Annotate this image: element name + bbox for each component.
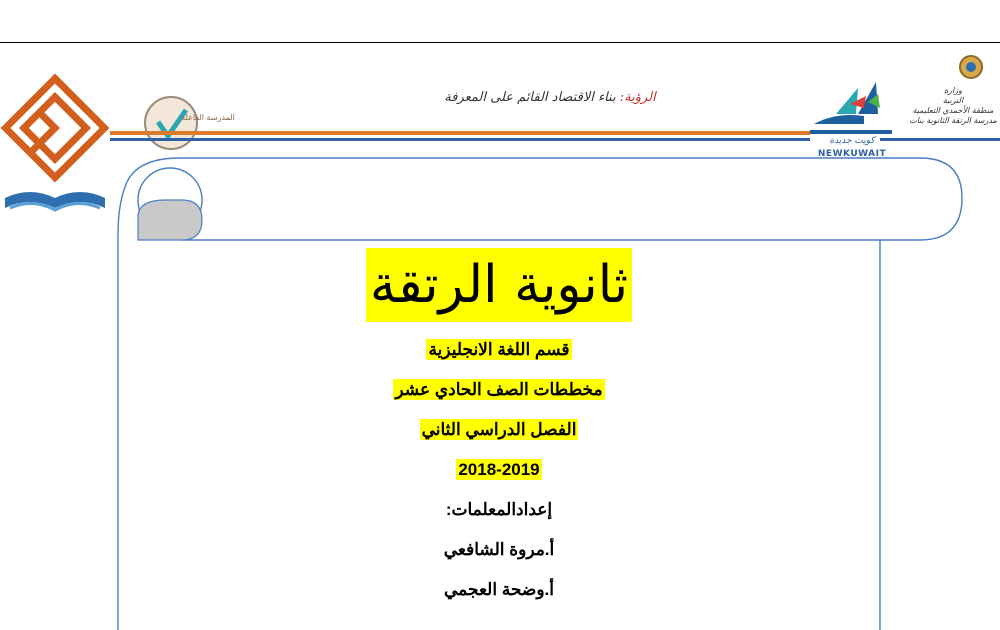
vision-label: الرؤية: xyxy=(619,90,656,105)
vision-statement xyxy=(400,90,700,105)
year-line: 2018-2019 xyxy=(458,460,540,479)
teacher-name: أ.وضحة العجمي xyxy=(444,580,554,599)
new-kuwait-label-en: NEWKUWAIT xyxy=(817,149,887,159)
smart-school-label: المدرسة الفاعلة xyxy=(181,113,235,122)
header-band-blue xyxy=(110,138,810,141)
ministry-line: وزارة xyxy=(943,86,962,95)
ministry-text xyxy=(906,86,1000,126)
ratqa-school-logo xyxy=(0,48,110,228)
plans-line: مخططات الصف الحادي عشر xyxy=(395,380,603,399)
header-band-blue-right xyxy=(880,138,1000,141)
ministry-line: مدرسة الرتقة الثانوية بنات xyxy=(909,116,997,125)
new-kuwait-label: كويت جديدة xyxy=(829,136,875,146)
ministry-line: منطقة الأحمدي التعليمية xyxy=(912,106,994,115)
teacher-name: أ.مروة الشافعي xyxy=(443,540,555,559)
prepared-by-line: إعدادالمعلمات: xyxy=(445,500,553,519)
top-rule xyxy=(0,42,1000,43)
header-band-orange xyxy=(110,131,810,135)
document-title: ثانوية الرتقة xyxy=(366,248,632,322)
department-line: قسم اللغة الانجليزية xyxy=(428,340,570,359)
document-content xyxy=(140,245,858,616)
ministry-line: التربية xyxy=(942,96,964,105)
vision-text: بناء الاقتصاد القائم على المعرفة xyxy=(444,90,616,105)
smart-school-logo xyxy=(140,92,235,154)
semester-line: الفصل الدراسي الثاني xyxy=(421,420,577,439)
